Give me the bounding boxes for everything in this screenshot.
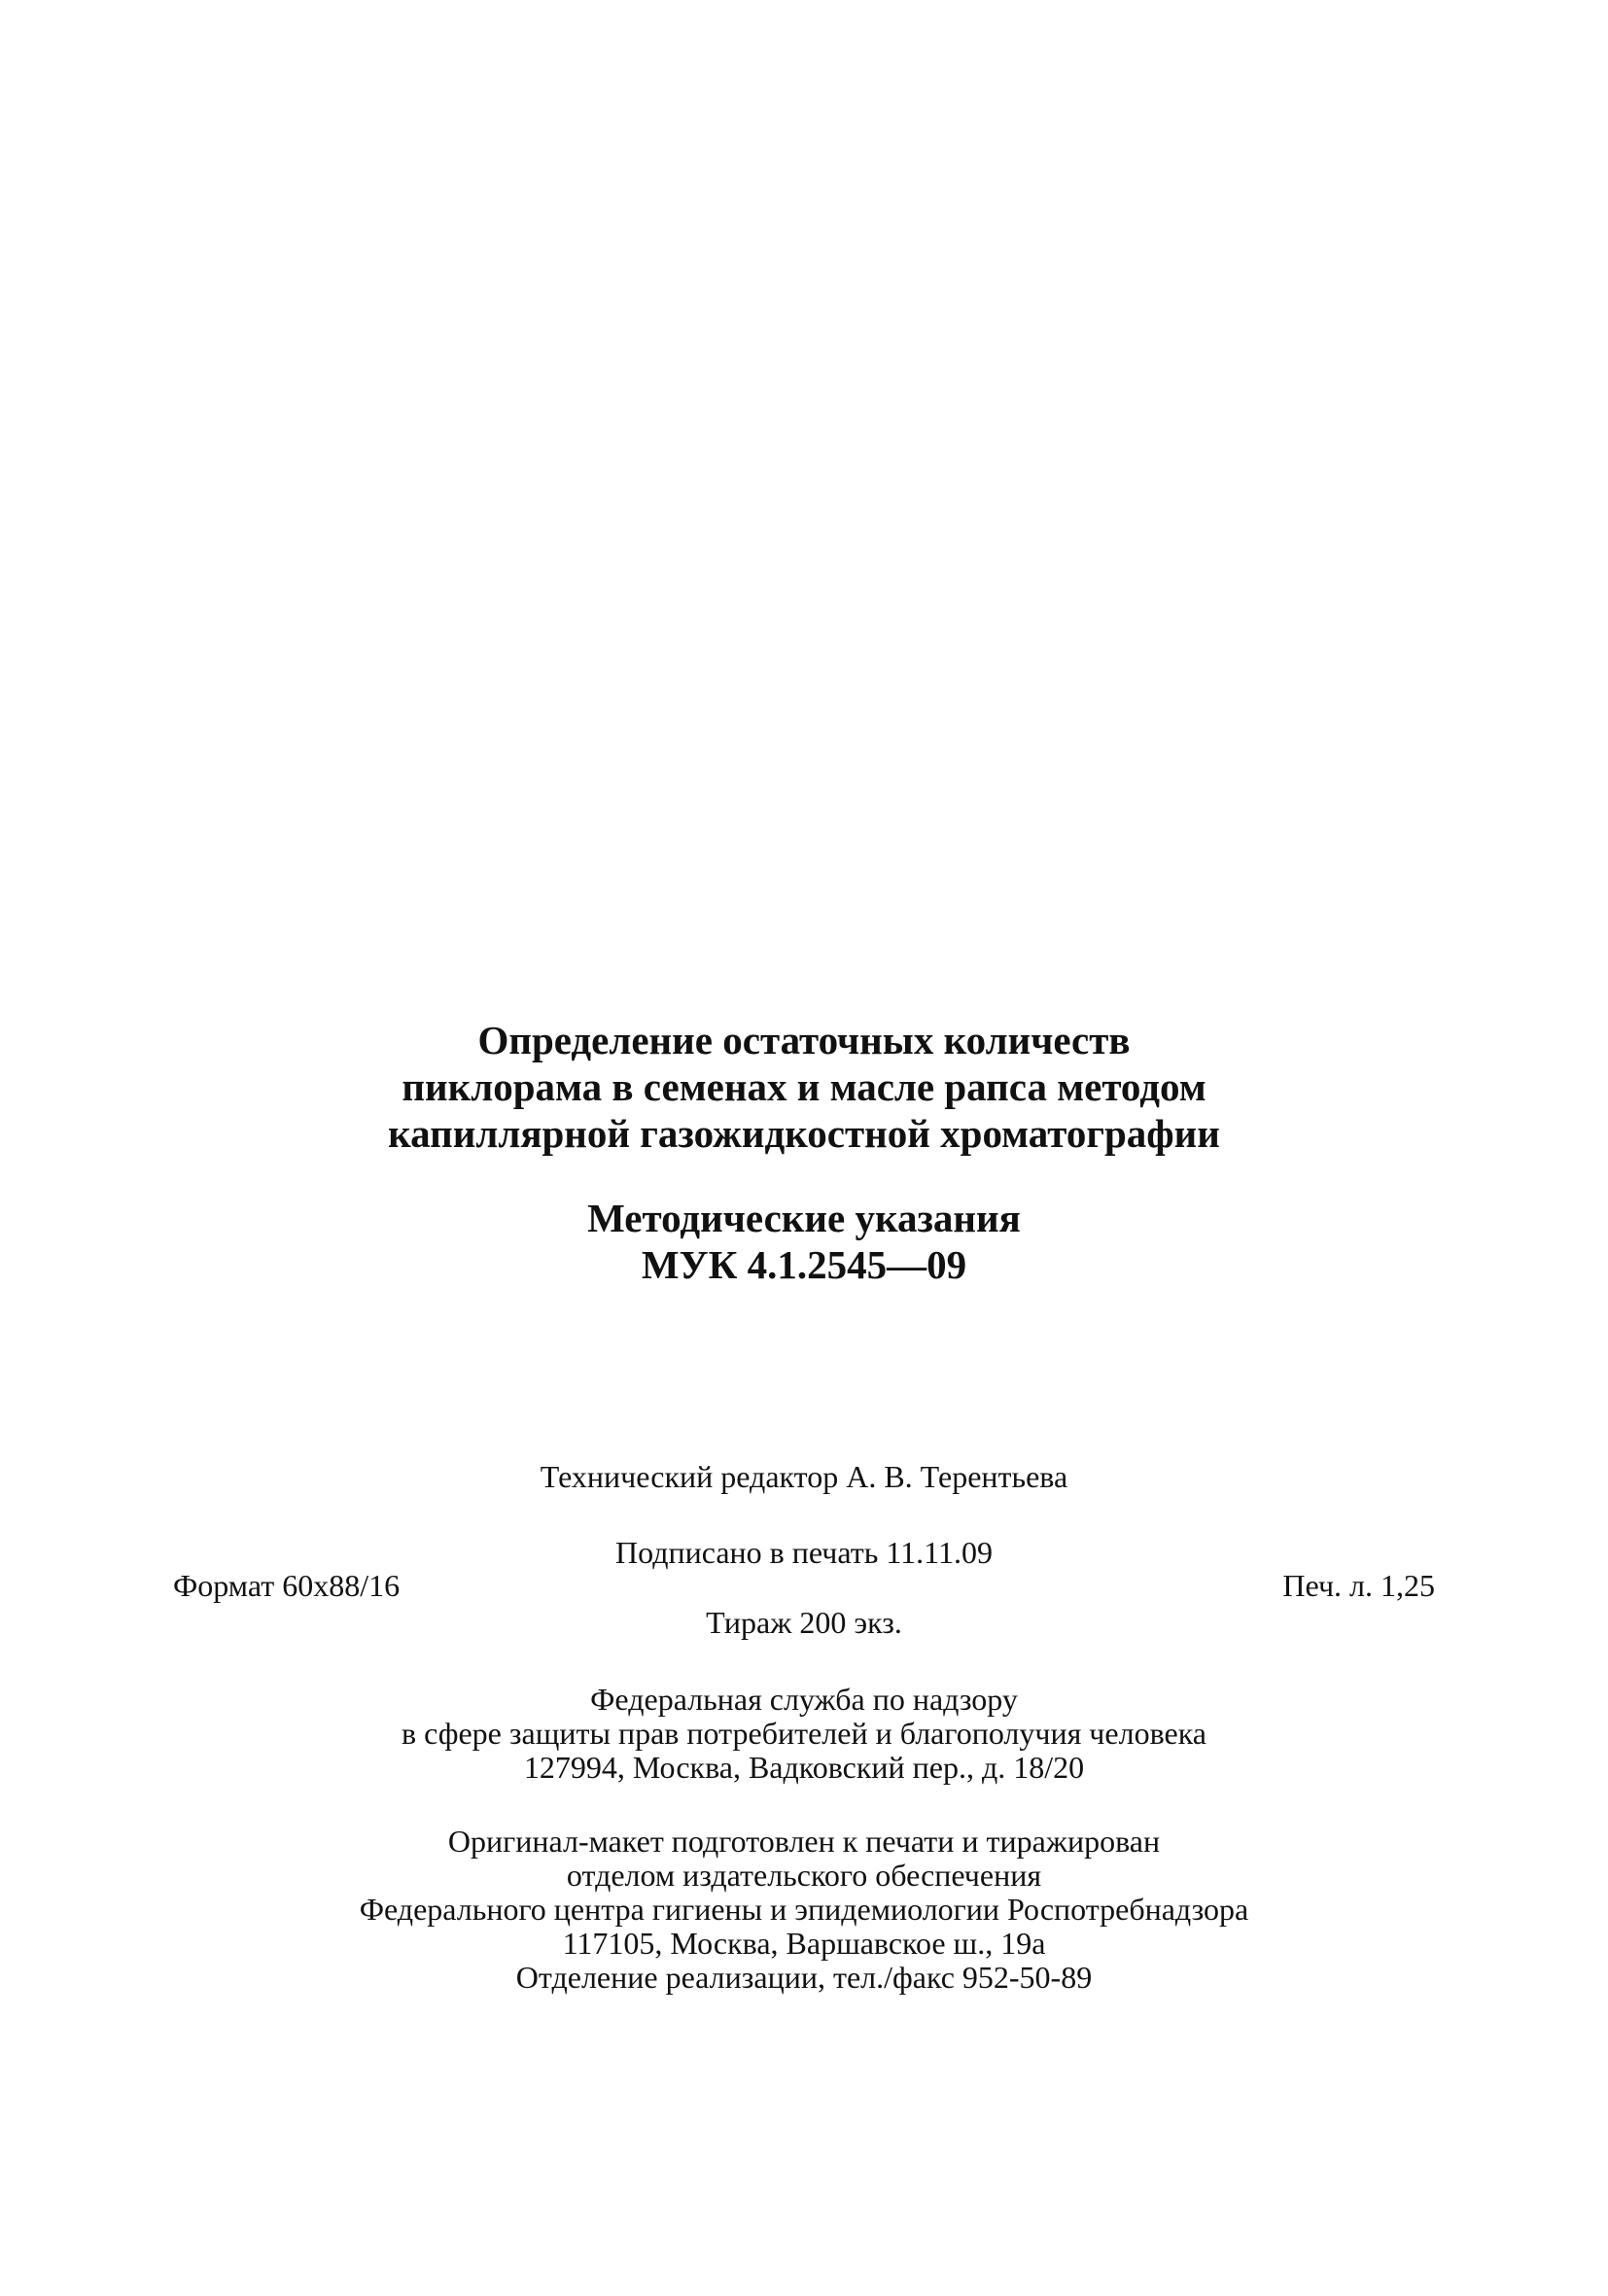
printer-line: Оригинал-макет подготовлен к печати и тиражирован	[447, 1824, 1161, 1859]
title-line: Определение остаточных количеств	[477, 1018, 1131, 1062]
document-subtitle	[0, 1195, 1608, 1288]
title-line: пиклорама в семенах и масле рапса методом	[402, 1064, 1206, 1109]
paper-format: Формат 60x88/16	[173, 1568, 401, 1603]
document-code: МУК 4.1.2545—09	[641, 1242, 967, 1287]
publisher-line: Федеральная служба по надзору	[590, 1682, 1018, 1717]
document-title	[0, 1017, 1608, 1157]
printer-address: 117105, Москва, Варшавское ш., 19а	[562, 1926, 1046, 1961]
printer-line: Федерального центра гигиены и эпидемиологии Роспотребнадзора	[359, 1892, 1249, 1927]
publisher-line: в сфере защиты прав потребителей и благополучия человека	[402, 1716, 1206, 1751]
publisher-address: 127994, Москва, Вадковский пер., д. 18/20	[523, 1750, 1085, 1785]
technical-editor: Технический редактор А. В. Терентьева	[540, 1459, 1068, 1494]
title-line: капиллярной газожидкостной хроматографии	[388, 1111, 1220, 1156]
printed-sheets: Печ. л. 1,25	[1282, 1568, 1435, 1603]
circulation: Тираж 200 экз.	[706, 1605, 902, 1640]
document-kind: Методические указания	[587, 1196, 1021, 1240]
sales-contact: Отделение реализации, тел./факс 952-50-89	[515, 1960, 1093, 1995]
printer-line: отделом издательского обеспечения	[566, 1858, 1042, 1893]
signed-to-print: Подписано в печать 11.11.09	[615, 1535, 993, 1570]
